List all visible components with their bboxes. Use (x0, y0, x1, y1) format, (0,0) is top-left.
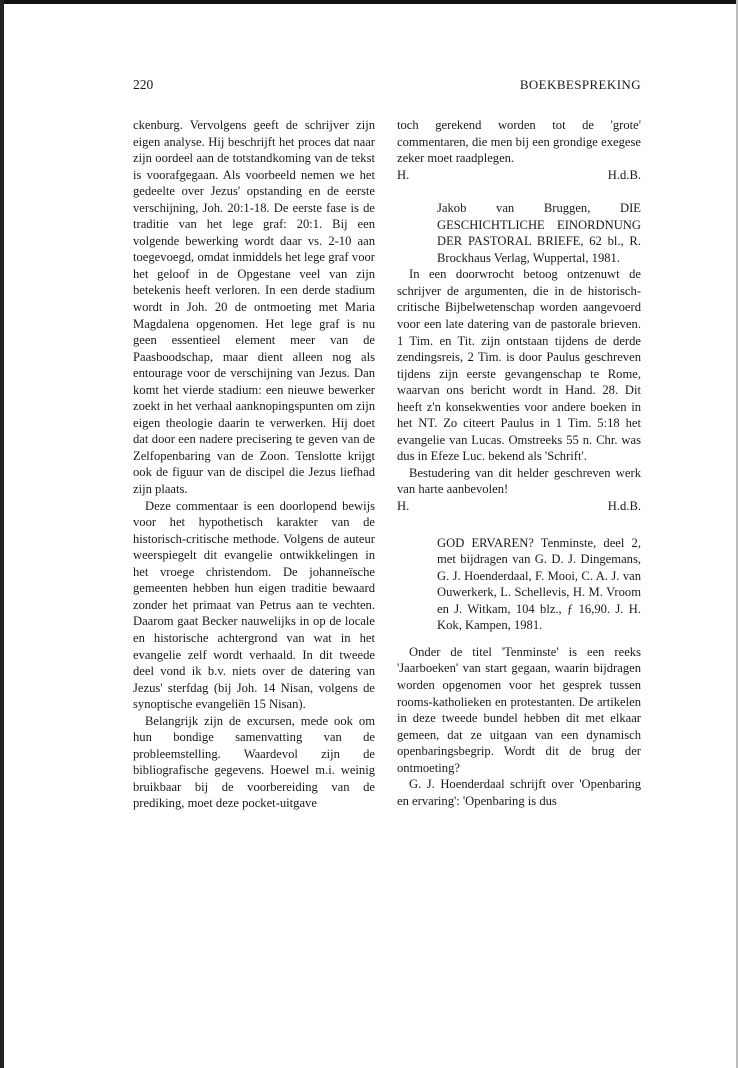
review-2-bibliographic-entry: Jakob van Bruggen, DIE GESCHICHTLICHE EINORDNUNG DER PASTORAL BRIEFE, 62 bl., R. Brockhaus Verlag, Wuppertal, 1981. (437, 201, 641, 265)
review-2-paragraph-2: Bestudering van dit helder geschreven werk van harte aanbevolen! (397, 465, 641, 497)
review-3-paragraph-1: Onder de titel 'Tenminste' is een reeks 'Jaarboeken' van start gegaan, waarin bijdragen worden opgenomen voor het gesprek tussen rooms-katholieken en protestanten. De artikelen in deze tweede bundel hebben dit met elkaar gemeen, dat ze uitgaan van een dynamisch openbaringsbegrip. Wordt dit de brug der ontmoeting? (397, 644, 641, 775)
right-paragraph-1: toch gerekend worden tot de 'grote' commentaren, die men bij een grondige exegese zeker moet raadplegen. (397, 118, 641, 166)
signature-1 (397, 167, 641, 184)
page-left-border (0, 0, 4, 1068)
signature-2-initial: H. (397, 499, 410, 514)
left-paragraph-3: Belangrijk zijn de excursen, mede ook om hun bondige samenvatting van de probleemstelling. Waardevol zijn de bibliografische gegevens. Hoewel m.i. weinig bruikbaar bij de voorbereiding van de prediking, moet deze pocket-uitgave (133, 713, 375, 811)
running-head: BOEKBESPREKING (519, 77, 641, 92)
signature-2-author: H.d.B. (607, 499, 641, 514)
review-2-paragraph-1: In een doorwrocht betoog ontzenuwt de schrijver de argumenten, die in de historisch-critische Bijbelwetenschap worden aangevoerd voor een late datering van de pastorale brieven. 1 Tim. en Tit. zijn ontstaan tijdens de derde zendingsreis, 2 Tim. is door Paulus geschreven tijdens zijn eerste gevangenschap te Rome, waarvan ons bericht wordt in Hand. 28. Dit heeft z'n konsekwenties voor andere boeken in het NT. Zo citeert Paulus in 1 Tim. 5:18 het evangelie van Lucas. Omstreeks 55 n. Chr. was dus in Efeze Luc. bekend als 'Schrift'. (397, 267, 641, 464)
review-3-paragraph-2: G. J. Hoenderdaal schrijft over 'Openbaring en ervaring': 'Openbaring is dus (397, 777, 641, 808)
left-column (133, 117, 375, 812)
page-top-border (0, 0, 738, 4)
signature-1-author: H.d.B. (607, 167, 641, 182)
right-column (397, 117, 641, 809)
signature-1-initial: H. (397, 167, 410, 182)
page-number: 220 (133, 77, 154, 92)
signature-2 (397, 498, 641, 515)
left-paragraph-1: ckenburg. Vervolgens geeft de schrijver zijn eigen analyse. Hij beschrijft het proces dat naar zijn oordeel aan de totstandkoming van de tekst is voorafgegaan. Als voorbeeld nemen we het gedeelte over Jezus' opstanding en de eerste verschijning, Joh. 20:1-18. De eerste fase is de traditie van het lege graf: 20:1. Bij een volgende bewerking wordt daar vs. 2-10 aan toegevoegd, omdat inmiddels het lege graf voor het geloof in de Opgestane veel van zijn betekenis heeft verloren. In een derde stadium wordt in Joh. 20 de ontmoeting met Maria Magdalena opgenomen. Het lege graf is nu geen essentieel element meer van de Paasboodschap, maar dient alleen nog als entourage voor de verschijning van Jezus. Dan komt het vierde stadium: een nieuwe bewerker zoekt in het verhaal aanknopingspunten om zijn eigen theologie daarin te verwerken. Hij doet dat door een nadere precisering te geven van de Zelfopenbaring van de Zoon. Tenslotte krijgt ook de figuur van de discipel die Jezus liefhad zijn plaats. (133, 118, 375, 497)
left-paragraph-2: Deze commentaar is een doorlopend bewijs voor het hypothetisch karakter van de historisch-critische methode. Volgens de auteur weerspiegelt dit evangelie ontwikkelingen in het vroege christendom. De johanneïsche gemeenten hebben hun eigen traditie bewaard zonder het primaat van Petrus aan te vechten. Daarom gaat Becker nauwelijks in op de locale en historische achtergrond van wat in het evangelie zelf wordt verhaald. In dit tweede deel vond ik b.v. niets over de datering van Jezus' sterfdag (bij Joh. 14 Nisan, volgens de synoptische evangeliën 15 Nisan). (133, 498, 375, 712)
review-3-bibliographic-entry: GOD ERVAREN? Tenminste, deel 2, met bijdragen van G. D. J. Dingemans, G. J. Hoenderdaal, F. Mooi, C. A. J. van Ouwerkerk, L. Schellevis, H. M. Vroom en J. Witkam, 104 blz., ƒ 16,90. J. H. Kok, Kampen, 1981. (437, 535, 641, 633)
